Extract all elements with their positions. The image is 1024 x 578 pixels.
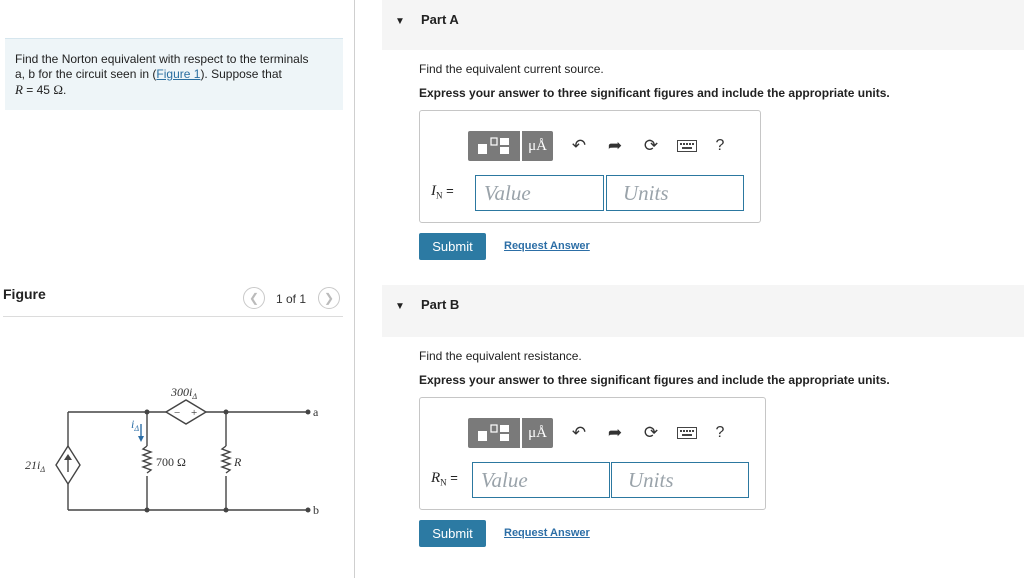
undo-icon[interactable]: ↶ (571, 423, 587, 442)
undo-icon[interactable]: ↶ (571, 136, 587, 155)
chevron-left-icon: ❮ (248, 291, 260, 305)
reset-icon[interactable]: ⟳ (643, 136, 659, 155)
problem-line2-pre: a, b for the circuit seen in ( (15, 67, 157, 81)
templates-button[interactable] (468, 418, 520, 448)
r-end: . (62, 83, 67, 97)
resistor-r-label: R (234, 455, 242, 469)
part-a-value-input[interactable]: Value (475, 175, 604, 211)
terminal-a-label: a (313, 405, 319, 419)
part-b-instruction: Express your answer to three significant figures and include the appropriate units. (419, 373, 890, 387)
part-a-request-answer-link[interactable]: Request Answer (504, 240, 590, 252)
terminal-a-dot (306, 410, 311, 415)
panel-divider (354, 0, 355, 578)
part-b-value-input[interactable]: Value (472, 462, 610, 498)
node-top-mid (145, 410, 150, 415)
part-a-toolbar (468, 131, 735, 161)
help-icon[interactable]: ? (715, 137, 725, 154)
next-figure-button[interactable] (318, 287, 340, 309)
minus-sign: − (174, 407, 181, 419)
dep-current-label: $21i_\Delta$ (25, 458, 46, 474)
help-icon[interactable]: ? (715, 424, 725, 441)
part-b-request-answer-link[interactable]: Request Answer (504, 527, 590, 539)
resistor-700-label: 700 Ω (156, 455, 186, 469)
node-bottom-mid (145, 508, 150, 513)
r-symbol: R (15, 82, 23, 97)
keyboard-icon[interactable] (669, 418, 705, 448)
current-arrow-head (138, 436, 144, 442)
problem-line1: Find the Norton equivalent with respect to the terminals (15, 52, 309, 66)
part-a-question: Find the equivalent current source. (419, 62, 604, 76)
dep-voltage-label: $300i_\Delta$ (171, 385, 198, 401)
part-a-title: Part A (421, 12, 459, 27)
part-b-units-input[interactable]: Units (611, 462, 749, 498)
part-a-variable-label: $I_N$ = (431, 183, 454, 201)
resistor-700 (143, 446, 151, 473)
terminal-b-dot (306, 508, 311, 513)
part-a-submit-button[interactable]: Submit (419, 233, 486, 260)
problem-line2-post: ). Suppose that (200, 67, 282, 81)
plus-sign: + (191, 407, 198, 419)
part-b-answer-box (419, 397, 766, 510)
collapse-triangle-icon[interactable]: ▼ (395, 301, 405, 312)
part-a-instruction: Express your answer to three significant figures and include the appropriate units. (419, 86, 890, 100)
part-b-question: Find the equivalent resistance. (419, 349, 582, 363)
left-panel (0, 0, 354, 578)
templates-button[interactable] (468, 131, 520, 161)
current-label: $i_\Delta$ (131, 417, 140, 433)
part-a-header[interactable] (382, 0, 1024, 50)
chevron-right-icon: ❯ (323, 291, 335, 305)
dependent-voltage-source (166, 400, 206, 424)
figure-pager: 1 of 1 (276, 292, 307, 306)
figure-link[interactable]: Figure 1 (156, 67, 201, 81)
part-b-header[interactable] (382, 285, 1024, 337)
terminal-b-label: b (313, 503, 319, 517)
templates-icon (476, 423, 512, 443)
units-button[interactable]: μÅ (522, 131, 553, 161)
redo-icon[interactable]: ➦ (607, 423, 623, 442)
part-a-units-input[interactable]: Units (606, 175, 744, 211)
ohm-unit: Ω (53, 82, 63, 97)
resistor-r (222, 446, 230, 473)
keyboard-icon[interactable] (669, 131, 705, 161)
part-b-submit-button[interactable]: Submit (419, 520, 486, 547)
source-arrow-head (64, 454, 72, 460)
figure-title: Figure (3, 286, 46, 302)
r-value: = 45 (22, 83, 54, 97)
prev-figure-button[interactable] (243, 287, 265, 309)
node-top-right (224, 410, 229, 415)
redo-icon[interactable]: ➦ (607, 136, 623, 155)
templates-icon (476, 136, 512, 156)
reset-icon[interactable]: ⟳ (643, 423, 659, 442)
figure-divider (3, 316, 343, 317)
node-bottom-right (224, 508, 229, 513)
collapse-triangle-icon[interactable]: ▼ (395, 16, 405, 27)
circuit-diagram (0, 330, 340, 530)
part-b-title: Part B (421, 297, 460, 312)
part-a-answer-box (419, 110, 761, 223)
units-button[interactable]: μÅ (522, 418, 553, 448)
part-b-variable-label: $R_N$ = (431, 470, 458, 488)
part-b-toolbar (468, 418, 735, 448)
problem-statement (5, 38, 343, 110)
